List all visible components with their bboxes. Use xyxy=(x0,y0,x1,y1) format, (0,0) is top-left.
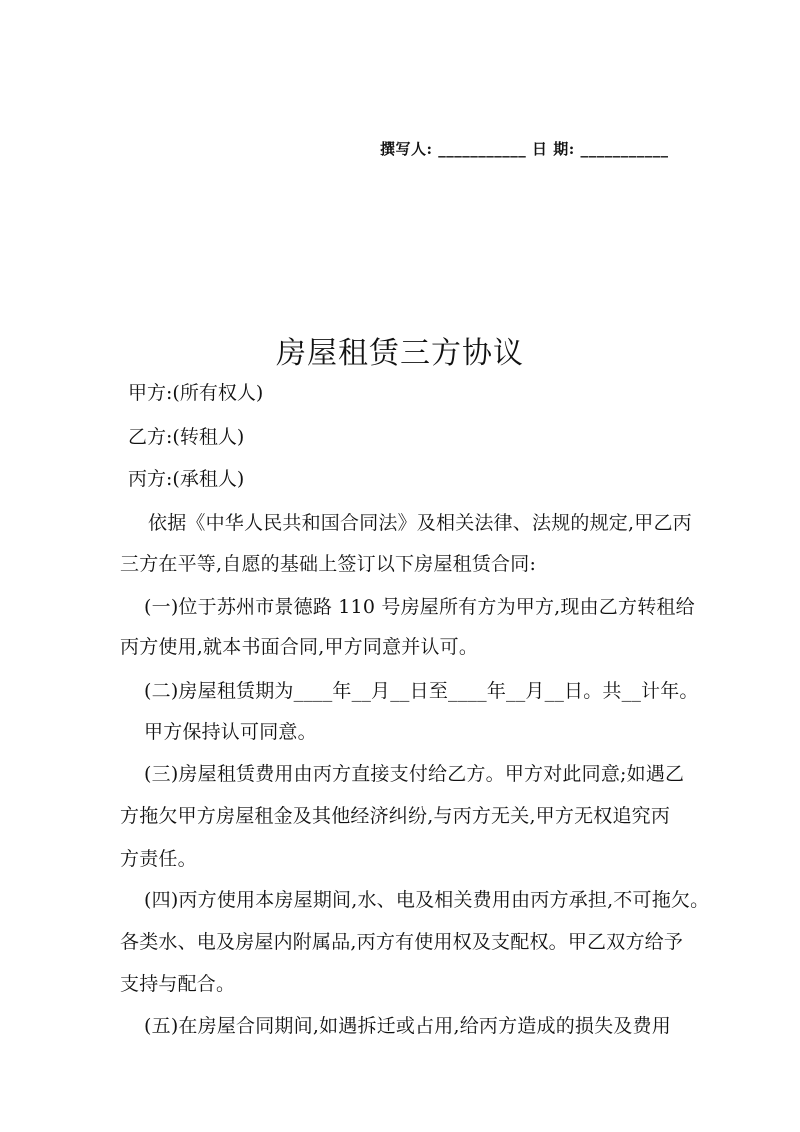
author-date-line xyxy=(380,138,669,159)
clause-4-line-1: (四)丙方使用本房屋期间,水、电及相关费用由丙方承担,不可拖欠。 xyxy=(144,889,710,911)
date-label: 日 期: xyxy=(532,140,575,158)
party-a: 甲方:(所有权人) xyxy=(128,382,264,404)
intro-line-2: 三方在平等,自愿的基础上签订以下房屋租赁合同: xyxy=(120,553,537,575)
intro-line-1: 依据《中华人民共和国合同法》及相关法律、法规的规定,甲乙丙 xyxy=(148,512,692,534)
clause-3-line-1: (三)房屋租赁费用由丙方直接支付给乙方。甲方对此同意;如遇乙 xyxy=(144,763,685,785)
clause-2-line-1: (二)房屋租赁期为____年__月__日至____年__月__日。共__计年。 xyxy=(144,680,699,702)
clause-5-line-1: (五)在房屋合同期间,如遇拆迁或占用,给丙方造成的损失及费用 xyxy=(144,1015,671,1037)
party-b: 乙方:(转租人) xyxy=(128,426,245,448)
date-blank: ___________ xyxy=(580,140,669,158)
clause-1-line-2: 丙方使用,就本书面合同,甲方同意并认可。 xyxy=(120,636,479,658)
clause-4-line-2: 各类水、电及房屋内附属品,丙方有使用权及支配权。甲乙双方给予 xyxy=(120,931,684,953)
document-title: 房屋租赁三方协议 xyxy=(276,336,524,371)
clause-4-line-3: 支持与配合。 xyxy=(120,973,236,995)
clause-2-line-2: 甲方保持认可同意。 xyxy=(144,721,317,743)
author-label: 撰写人: xyxy=(380,140,433,158)
author-blank: ___________ xyxy=(438,140,527,158)
clause-3-line-3: 方责任。 xyxy=(120,848,197,870)
party-c: 丙方:(承租人) xyxy=(128,468,245,490)
clause-1-line-1: (一)位于苏州市景德路 110 号房屋所有方为甲方,现由乙方转租给 xyxy=(144,596,695,618)
clause-3-line-2: 方拖欠甲方房屋租金及其他经济纠纷,与丙方无关,甲方无权追究丙 xyxy=(120,805,671,827)
